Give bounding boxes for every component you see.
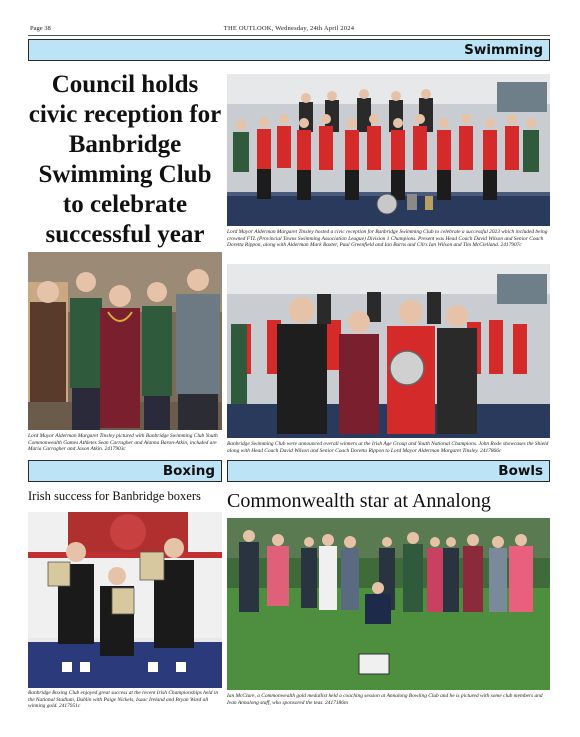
boxing-headline: Irish success for Banbridge boxers — [28, 489, 201, 503]
boxing-caption: Banbridge Boxing Club enjoyed great success at the recent Irish Championships held in the National Stadium, Dublin with Paige Nickels, Isaac Ireland and Bryan Ward all winning gold. 2417951c — [28, 690, 219, 710]
swimming-caption-right: Banbridge Swimming Club were announced overall winners at the Irish Age Group and Youth National Champions. John Rode showcases the Shield along with Head Coach David Wilson and Senior Coach Doretta Rippon to Lord Mayor Alderman Margaret Tinsley. 2417866c — [227, 441, 549, 454]
bowls-photo — [227, 518, 550, 690]
swimming-caption-main: Lord Mayor Alderman Margaret Tinsley hosted a civic reception for Banbridge Swimming Club to celebrate a successful 2023 which included being crowned FTL (Provincial Towns Swimming Association League) Division 1 Champions. Present was Head Coach David Wilson and Senior Coach Doretta Rippon, along with Alderman Mark Baxter, Paul Greenfield and Ian Burns and Cllrs Ian Wilson and Tim McClelland. 2417907c — [227, 229, 548, 249]
page-number: Page 38 — [30, 25, 51, 32]
swimming-headline: Council holds civic reception for Banbridge Swimming Club to celebrate successful year — [28, 71, 222, 248]
section-banner-swimming — [28, 39, 550, 61]
boxing-photo — [28, 512, 222, 688]
section-banner-boxing — [28, 460, 222, 482]
masthead: THE OUTLOOK, Wednesday, 24th April 2024 — [223, 25, 355, 32]
section-banner-bowls — [227, 460, 550, 482]
section-label-swimming: Swimming — [464, 42, 543, 58]
section-label-bowls: Bowls — [498, 463, 543, 479]
bowls-headline: Commonwealth star at Annalong — [227, 490, 491, 512]
swimming-shield-photo — [227, 264, 550, 438]
swimming-caption-left: Lord Mayor Alderman Margaret Tinsley pictured with Banbridge Swimming Club Youth Commonwealth Games Athletes Sean Carragher and Alanna Baron-Atkin, included are Maria Carragher and Jason Atkin. 2417903c — [28, 433, 218, 453]
swimming-team-photo — [227, 74, 550, 226]
swimming-athletes-photo — [28, 252, 222, 430]
page-header — [28, 22, 550, 36]
bowls-caption: Ian McClure, a Commonwealth gold medallist held a coaching session at Annalong Bowling Club and he is pictured with some club members and Ivan Annalong staff, who sponsored the teas. 2417186m — [227, 693, 543, 706]
section-label-boxing: Boxing — [162, 463, 215, 479]
header-rule — [28, 35, 550, 36]
